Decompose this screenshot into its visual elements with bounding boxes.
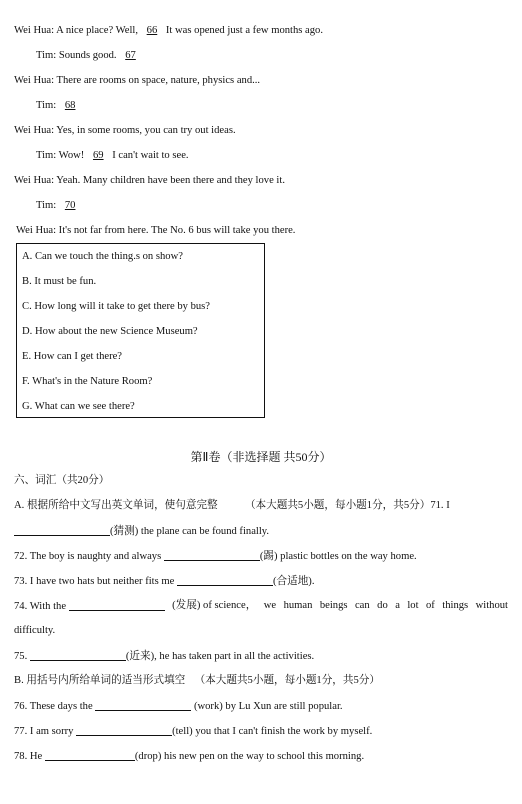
dialogue-text: Wei Hua: There are rooms on space, nature, physics and... [14,75,261,86]
question-text: 78. He [14,751,45,762]
question-word: lot [407,600,419,611]
option-c: C. How long will it take to get there by bus? [22,301,211,312]
dialogue-text: It was opened just a few months ago. [163,25,324,36]
question-text: (踢) plastic bottles on the way home. [259,551,417,562]
question-word: we [263,600,277,611]
question-word: a [395,600,400,611]
question-text: (合适地). [273,576,315,587]
dialogue-line-2 [36,49,142,63]
dialogue-text: Wei Hua: It's not far from here. The No. 6 bus will take you there. [16,225,296,236]
answer-blank-67[interactable]: 67 [125,50,136,61]
partA-score-note: （本大题共5小题，每小题1分，共5分）71. I [244,500,450,511]
dialogue-line-7 [14,174,285,188]
option-b: B. It must be fun. [22,276,97,287]
answer-field-78[interactable] [45,749,135,761]
answer-field-74[interactable] [69,599,165,611]
question-text: 74. With the [14,601,69,612]
partA-instruction-line [14,499,450,513]
question-72 [14,549,417,564]
dialogue-text: Wei Hua: Yes, in some rooms, you can try out ideas. [14,125,236,136]
dialogue-text: Tim: [36,100,59,111]
question-text: 76. These days the [14,701,96,712]
answer-blank-70[interactable]: 70 [64,200,76,211]
dialogue-text: Tim: [36,200,59,211]
answer-field-77[interactable] [76,724,172,736]
option-d: D. How about the new Science Museum? [22,326,198,337]
partB-score-note: （本大题共5小题，每小题1分，共5分） [194,675,380,686]
dialogue-line-5 [14,124,236,138]
options-box [16,243,265,418]
question-word: without [475,600,508,611]
question-77 [14,724,372,739]
dialogue-text: I can't wait to see. [109,150,189,161]
question-text: (猜测) the plane can be found finally. [110,526,270,537]
dialogue-text: Tim: Sounds good. [36,50,120,61]
question-text: (发展) of science， [172,600,257,611]
question-word: can [354,600,370,611]
question-text: (work) by Lu Xun are still popular. [191,701,343,712]
question-71-cont [14,524,269,539]
option-e: E. How can I get there? [22,351,123,362]
answer-blank-69[interactable]: 69 [92,150,104,161]
question-word: human [283,600,313,611]
dialogue-line-8 [36,199,81,213]
partB-instruction: B. 用括号内所给单词的适当形式填空 [14,675,186,686]
question-text: (近来), he has taken part in all the activities. [125,651,315,662]
answer-field-73[interactable] [177,574,273,586]
question-word: do [377,600,388,611]
question-75 [14,649,314,664]
question-text: 73. I have two hats but neither fits me [14,576,177,587]
answer-field-76[interactable] [95,699,191,711]
part6-heading: 六、词汇（共20分） [14,475,110,486]
answer-field-75[interactable] [30,649,126,661]
question-73 [14,574,315,589]
section-title: 第Ⅱ卷（非选择题 共50分） [190,450,332,464]
option-g: G. What can we see there? [22,401,135,412]
partA-instruction: A. 根据所给中文写出英文单词，使句意完整 [14,500,218,511]
dialogue-text: Wei Hua: A nice place? Well, [14,25,141,36]
question-74-cont: difficulty. [14,625,56,636]
answer-field-71[interactable] [14,524,110,536]
answer-blank-68[interactable]: 68 [64,100,76,111]
question-word: beings [319,600,348,611]
question-text: (tell) you that I can't finish the work by myself. [172,726,373,737]
dialogue-line-1 [14,24,323,38]
answer-blank-66[interactable]: 66 [146,25,158,36]
dialogue-line-3 [14,74,260,88]
question-text: 75. [14,651,30,662]
question-text: (drop) his new pen on the way to school this morning. [134,751,365,762]
question-74 [14,599,508,614]
partB-instruction-line [14,674,380,688]
question-76 [14,699,343,714]
question-text: 77. I am sorry [14,726,77,737]
dialogue-text: Wei Hua: Yeah. Many children have been there and they love it. [14,175,285,186]
dialogue-line-6 [36,149,189,163]
answer-field-72[interactable] [164,549,260,561]
option-f: F. What's in the Nature Room? [22,376,153,387]
question-word: of [425,600,435,611]
option-a: A. Can we touch the thing.s on show? [22,251,183,262]
question-78 [14,749,364,764]
dialogue-text: Tim: Wow! [36,150,87,161]
question-74-start [14,599,165,614]
question-word: things [442,600,469,611]
question-text: 72. The boy is naughty and always [14,551,164,562]
dialogue-line-4 [36,99,81,113]
dialogue-line-9 [16,224,295,238]
